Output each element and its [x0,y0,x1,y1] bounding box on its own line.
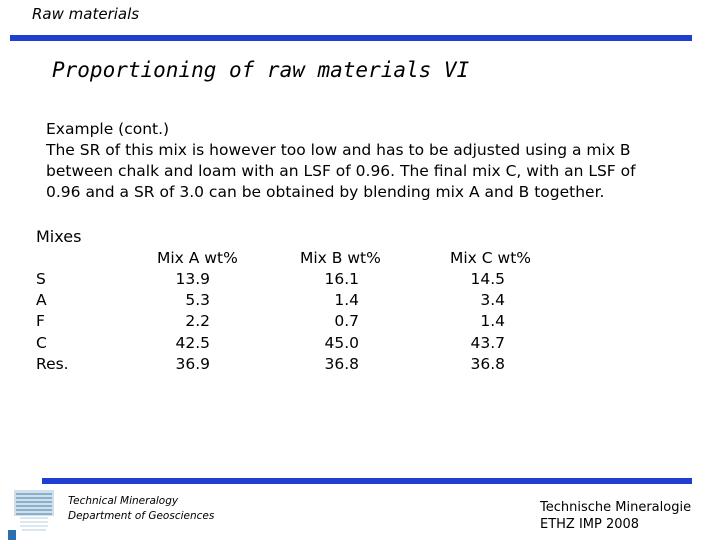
university-logo [8,488,60,540]
row-label-res: Res. [36,355,69,373]
paragraph-line: 0.96 and a SR of 3.0 can be obtained by blending mix A and B together. [46,183,605,201]
column-header-mix-b: Mix B wt% [300,249,381,267]
bottom-divider [42,478,692,484]
footer-right-line: Technische Mineralogie [540,500,692,515]
paragraph-line: between chalk and loam with an LSF of 0.96. The final mix C, with an LSF of [46,162,636,180]
footer-left-line: Technical Mineralogy [68,495,179,507]
cell-s-mix-c: 14.5 [470,270,505,288]
section-label: Raw materials [32,5,140,23]
cell-res-mix-b: 36.8 [324,355,359,373]
footer-right-line: ETHZ IMP 2008 [540,517,640,532]
example-heading: Example (cont.) [46,120,170,138]
row-label-s: S [36,270,46,288]
cell-f-mix-c: 1.4 [480,312,505,330]
cell-c-mix-c: 43.7 [470,334,505,352]
cell-a-mix-a: 5.3 [185,291,210,309]
cell-a-mix-b: 1.4 [334,291,359,309]
mixes-label: Mixes [36,227,82,246]
cell-c-mix-a: 42.5 [175,334,210,352]
cell-c-mix-b: 45.0 [324,334,359,352]
cell-res-mix-a: 36.9 [175,355,210,373]
column-header-mix-a: Mix A wt% [157,249,238,267]
slide-title: Proportioning of raw materials VI [52,58,470,82]
university-logo-icon [8,488,60,540]
row-label-f: F [36,312,45,330]
cell-f-mix-a: 2.2 [185,312,210,330]
column-header-mix-c: Mix C wt% [450,249,532,267]
cell-f-mix-b: 0.7 [334,312,359,330]
cell-s-mix-a: 13.9 [175,270,210,288]
cell-a-mix-c: 3.4 [480,291,505,309]
example-paragraph [46,119,706,203]
paragraph-line: The SR of this mix is however too low and has to be adjusted using a mix B [46,141,631,159]
cell-s-mix-b: 16.1 [324,270,359,288]
footer-right [540,499,691,533]
cell-res-mix-c: 36.8 [470,355,505,373]
row-label-c: C [36,334,47,352]
footer-left-line: Department of Geosciences [68,510,215,522]
top-divider [10,35,692,41]
footer-left [68,494,214,524]
row-label-a: A [36,291,47,309]
